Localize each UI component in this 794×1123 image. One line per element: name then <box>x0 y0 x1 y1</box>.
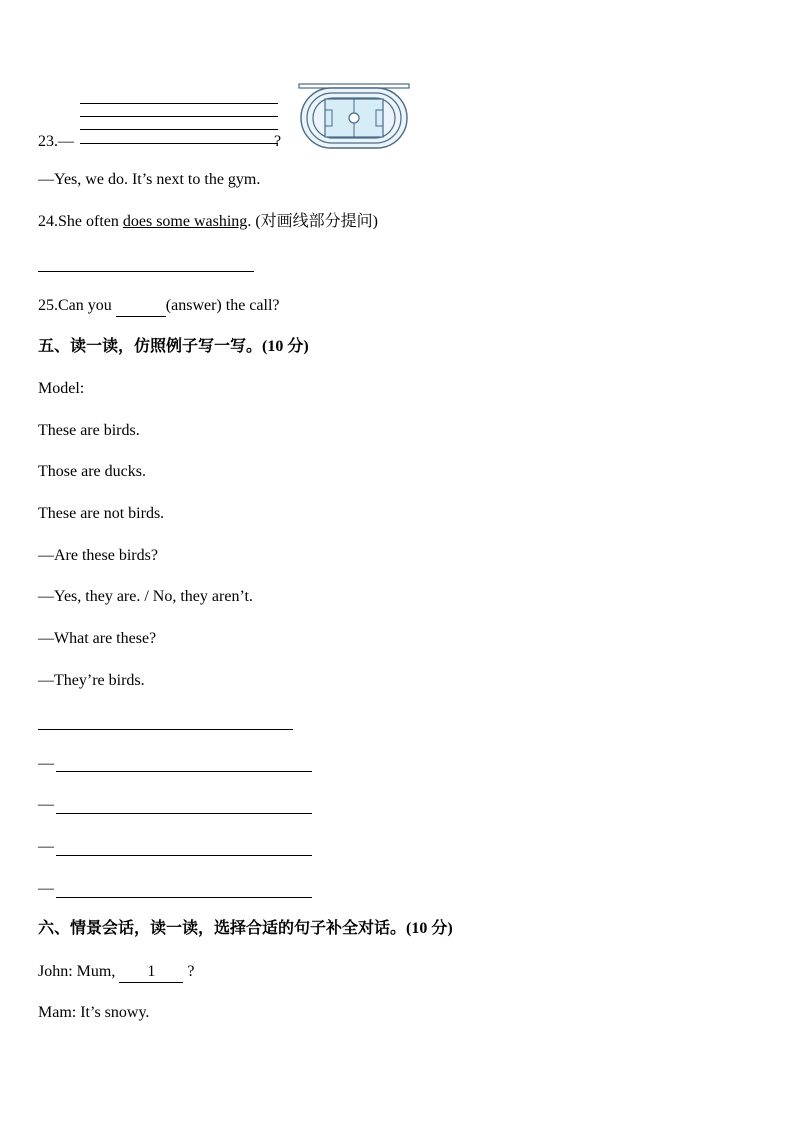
q24-text-after: . (对画线部分提问) <box>247 213 378 230</box>
q25-text-before: Can you <box>58 297 116 314</box>
section5-answer-line[interactable] <box>56 771 312 772</box>
q23-answer-text: Yes, we do. It’s next to the gym. <box>54 171 261 188</box>
model-line: —They’re birds. <box>38 672 145 689</box>
model-line: —Are these birds? <box>38 547 158 564</box>
model-line: Those are ducks. <box>38 463 146 480</box>
dash: — <box>38 755 54 772</box>
q24-underlined-phrase: does some washing <box>122 213 248 230</box>
john-question-mark: ? <box>183 963 195 980</box>
question-number: 25. <box>38 297 58 314</box>
stadium-track-image <box>298 83 410 149</box>
dash: — <box>38 171 54 188</box>
section5-title: 五、读一读，仿照例子写一写。(10 分) <box>38 338 309 355</box>
dialogue-line-mam: Mam: It’s snowy. <box>38 1004 150 1021</box>
question-number: 23. <box>38 133 58 150</box>
model-line: —Yes, they are. / No, they aren’t. <box>38 588 253 605</box>
model-label: Model: <box>38 380 85 397</box>
dash: — <box>38 838 54 855</box>
section5-answer-row <box>38 837 54 857</box>
model-line: These are birds. <box>38 422 140 439</box>
q23-question <box>38 132 281 152</box>
q24-answer-line[interactable] <box>38 271 254 272</box>
model-line: These are not birds. <box>38 505 165 522</box>
q25-question <box>38 296 280 317</box>
section6-title: 六、情景会话，读一读，选择合适的句子补全对话。(10 分) <box>38 920 453 937</box>
section5-answer-line[interactable] <box>38 729 293 730</box>
question-number: 24. <box>38 213 58 230</box>
writing-line[interactable] <box>80 103 278 104</box>
dialogue-line-john <box>38 962 194 983</box>
model-line: —What are these? <box>38 630 157 647</box>
q24-text-before: She often <box>58 213 123 230</box>
section5-answer-row <box>38 879 54 899</box>
section5-answer-row <box>38 754 54 774</box>
q25-answer-blank[interactable] <box>116 296 166 317</box>
dash: — <box>38 880 54 897</box>
dash: — <box>38 796 54 813</box>
section5-answer-line[interactable] <box>56 813 312 814</box>
john-text: John: Mum, <box>38 963 120 980</box>
question-mark: ? <box>274 133 282 150</box>
dialogue-blank[interactable]: 1 <box>119 962 183 983</box>
q25-text-after: (answer) the call? <box>165 297 280 314</box>
section5-answer-line[interactable] <box>56 855 312 856</box>
q23-answer <box>38 170 260 190</box>
section5-answer-row <box>38 795 54 815</box>
section5-answer-line[interactable] <box>56 897 312 898</box>
q24-question <box>38 212 378 232</box>
dash: — <box>58 133 74 150</box>
writing-line[interactable] <box>80 116 278 117</box>
writing-line[interactable] <box>80 129 278 130</box>
